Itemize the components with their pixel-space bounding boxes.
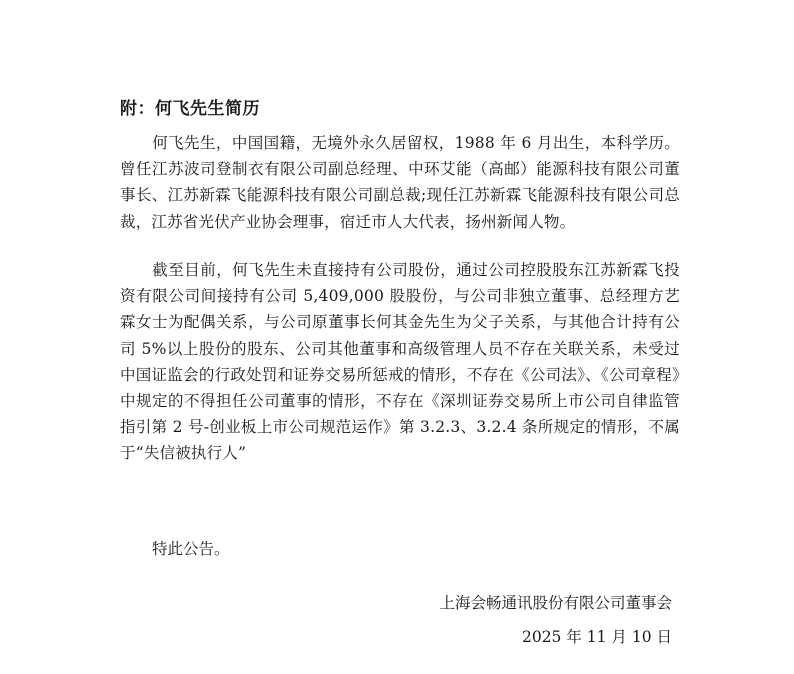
shareholding-paragraph-text: 截至目前，何飞先生未直接持有公司股份，通过公司控股股东江苏新霖飞投资有限公司间接持有公司 5,409,000 股股份，与公司非独立董事、总经理方艺霖女士为配偶关系，与公司原董事长何其金先生为父子关系，与其他合计持有公司 5%以上股份的股东、公司其他董事和高级管理人员不存在关联关系，未受过中国证监会的行政处罚和证券交易所惩戒的情形，不存在《公司法》、《公司章程》中规定的不得担任公司董事的情形，不存在《深圳证券交易所上市公司自律监管指引第 2 号-创业板上市公司规范运作》第 3.2.3、3.2.4 条所规定的情形，不属于“失信被执行人” xyxy=(120,261,680,463)
signer-name: 上海会畅通讯股份有限公司董事会 xyxy=(439,594,672,612)
shareholding-paragraph xyxy=(120,257,680,467)
resume-paragraph xyxy=(120,130,680,235)
resume-paragraph-text: 何飞先生，中国国籍，无境外永久居留权，1988 年 6 月出生，本科学历。曾任江苏波司登制衣有限公司副总经理、中环艾能（高邮）能源科技有限公司董事长、江苏新霖飞能源科技有限公司副总裁;现任江苏新霖飞能源科技有限公司总裁，江苏省光伏产业协会理事，宿迁市人大代表，扬州新闻人物。 xyxy=(120,134,680,231)
signing-date: 2025 年 11 月 10 日 xyxy=(521,628,672,646)
appendix-heading: 附：何飞先生简历 xyxy=(120,99,260,119)
closing-notice: 特此公告。 xyxy=(152,540,230,558)
